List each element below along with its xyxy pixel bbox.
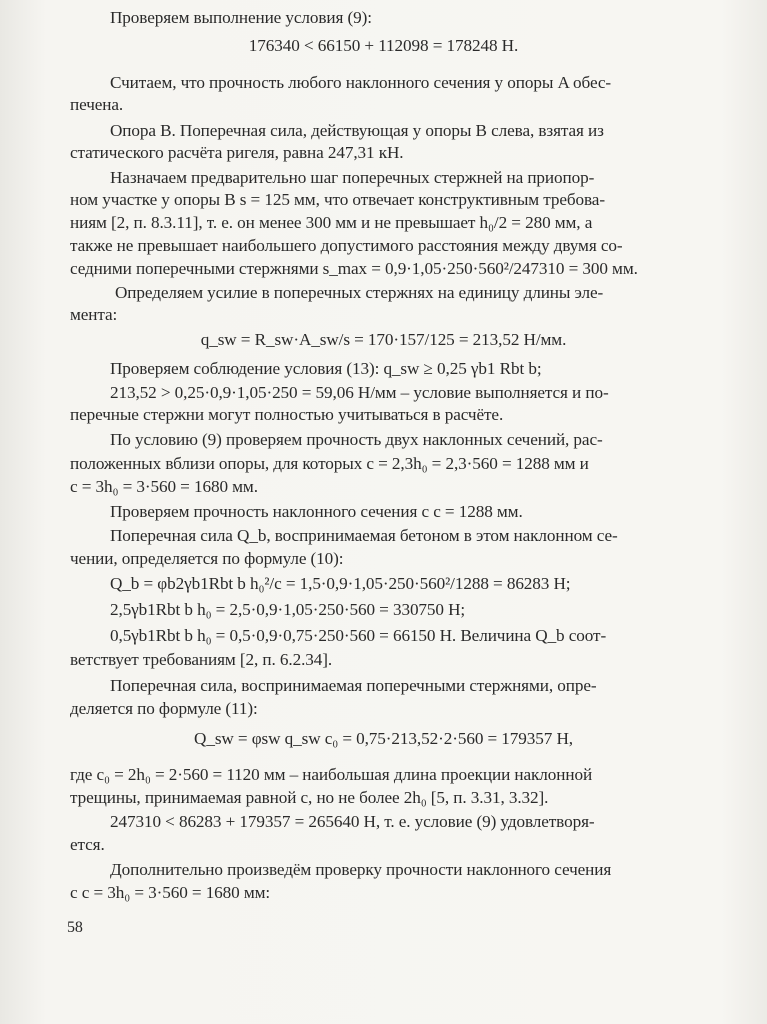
text-line: ветствует требованиям [2, п. 6.2.34]. [70, 650, 333, 669]
text-line: ется. [70, 835, 105, 854]
text-line: Проверяем выполнение условия (9): [110, 8, 372, 27]
text-line: также не превышает наибольшего допустимого расстояния между двумя со- [70, 236, 623, 255]
text-line: 247310 < 86283 + 179357 = 265640 Н, т. е. условие (9) удовлетворя- [110, 812, 595, 831]
text-line: Поперечная сила Q_b, воспринимаемая бетоном в этом наклонном се- [110, 526, 618, 545]
text-line: Назначаем предварительно шаг поперечных стержней на приопор- [110, 168, 595, 187]
text-line: ном участке у опоры B s = 125 мм, что отвечает конструктивным требова- [70, 190, 605, 209]
text-line: трещины, принимаемая равной c, но не более 2h₀ [5, п. 3.31, 3.32]. [70, 788, 549, 807]
text-line: По условию (9) проверяем прочность двух наклонных сечений, рас- [110, 430, 603, 449]
text-line: Проверяем прочность наклонного сечения с c = 1288 мм. [110, 502, 523, 521]
text-line: Определяем усилие в поперечных стержнях на единицу длины эле- [115, 283, 604, 302]
text-line: мента: [70, 305, 118, 324]
formula-line: Q_b = φb2γb1Rbt b h₀²/c = 1,5·0,9·1,05·250·560²/1288 = 86283 Н; [110, 574, 571, 593]
text-line: Дополнительно произведём проверку прочности наклонного сечения [110, 860, 612, 879]
text-line: положенных вблизи опоры, для которых c = 2,3h₀ = 2,3·560 = 1288 мм и [70, 454, 589, 473]
formula-line: q_sw = R_sw·A_sw/s = 170·157/125 = 213,52 Н/мм. [200, 330, 567, 349]
formula-line: 176340 < 66150 + 112098 = 178248 Н. [248, 36, 519, 55]
text-line: ниям [2, п. 8.3.11], т. е. он менее 300 мм и не превышает h₀/2 = 280 мм, а [70, 213, 593, 232]
text-line: чении, определяется по формуле (10): [70, 549, 344, 568]
text-line: Проверяем соблюдение условия (13): q_sw ≥ 0,25 γb1 Rbt b; [110, 359, 542, 378]
page-number: 58 [67, 919, 83, 936]
text-line: Считаем, что прочность любого наклонного сечения у опоры A обес- [110, 73, 612, 92]
text-line: c = 3h₀ = 3·560 = 1680 мм. [70, 477, 258, 496]
formula-line: Q_sw = φsw q_sw c₀ = 0,75·213,52·2·560 = 179357 Н, [194, 729, 573, 748]
formula-line: 2,5γb1Rbt b h₀ = 2,5·0,9·1,05·250·560 = 330750 Н; [110, 600, 466, 619]
text-line: деляется по формуле (11): [70, 699, 258, 718]
text-line: 213,52 > 0,25·0,9·1,05·250 = 59,06 Н/мм – условие выполняется и по- [110, 383, 609, 402]
text-line: печена. [70, 95, 124, 114]
text-line: с c = 3h₀ = 3·560 = 1680 мм: [70, 883, 271, 902]
text-line: перечные стержни могут полностью учитываться в расчёте. [70, 405, 504, 424]
text-line: Поперечная сила, воспринимаемая поперечными стержнями, опре- [110, 676, 597, 695]
text-line: статического расчёта ригеля, равна 247,31 кН. [70, 143, 404, 162]
text-line: Опора B. Поперечная сила, действующая у опоры B слева, взятая из [110, 121, 604, 140]
text-line: где c₀ = 2h₀ = 2·560 = 1120 мм – наибольшая длина проекции наклонной [70, 765, 593, 784]
text-line: седними поперечными стержнями s_max = 0,9·1,05·250·560²/247310 = 300 мм. [70, 259, 638, 278]
formula-line: 0,5γb1Rbt b h₀ = 0,5·0,9·0,75·250·560 = 66150 Н. Величина Q_b соот- [110, 626, 607, 645]
